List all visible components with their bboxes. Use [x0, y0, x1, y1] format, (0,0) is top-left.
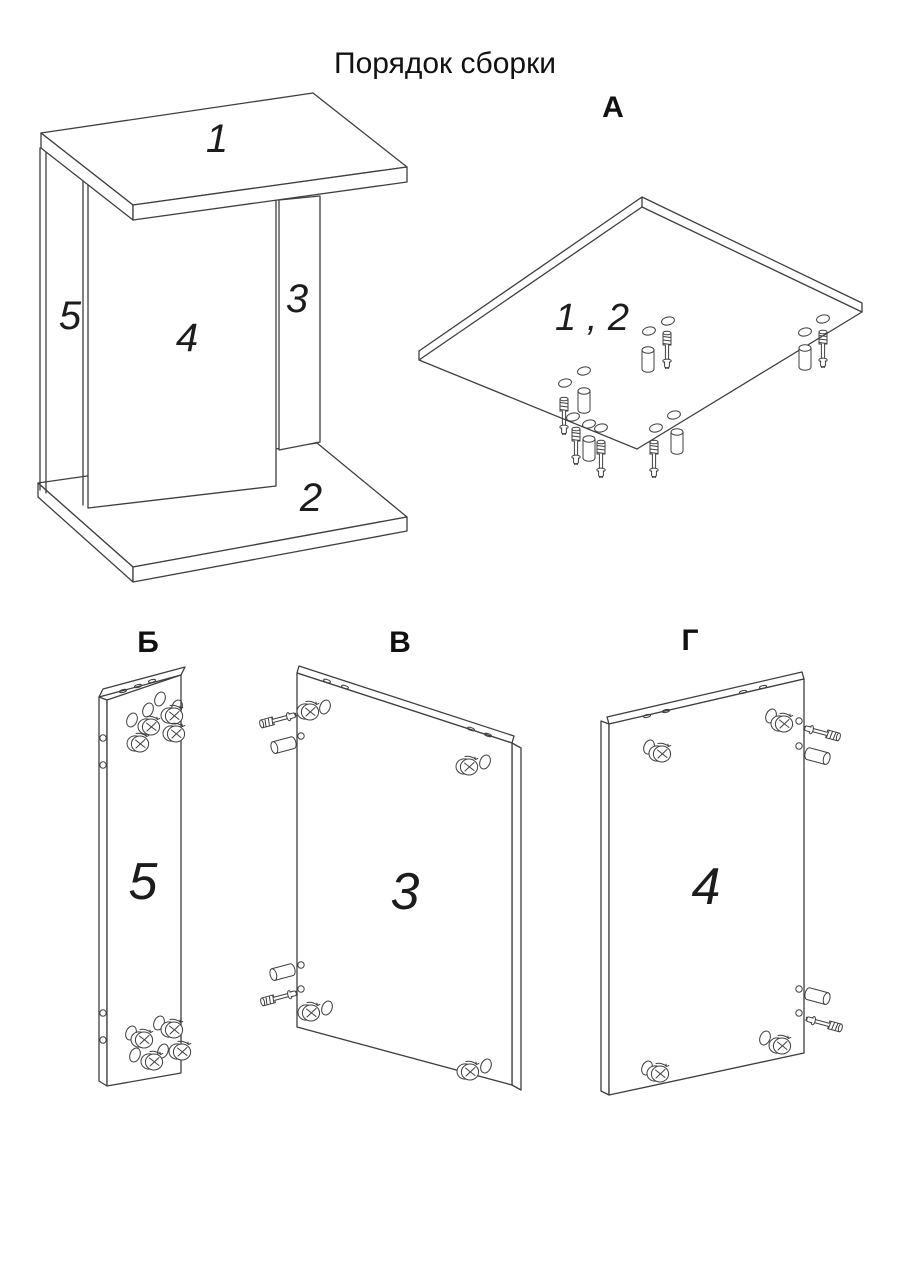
cam-bolt-icon	[259, 711, 297, 729]
step-b-panel-label: 5	[128, 853, 158, 911]
wood-dowel-icon	[642, 347, 654, 372]
step-a-panel	[419, 197, 862, 449]
cam-bolt-icon	[805, 1015, 843, 1033]
part-label-3: 3	[285, 277, 309, 321]
cam-bolt-icon	[819, 330, 827, 367]
cam-bolt-icon	[597, 440, 605, 477]
page-title: Порядок сборки	[334, 47, 556, 80]
part-3-partition	[279, 196, 320, 450]
step-b-label: Б	[137, 626, 159, 659]
wood-dowel-icon	[799, 345, 811, 370]
cam-bolt-icon	[650, 440, 658, 477]
step-v-panel-label: 3	[390, 863, 420, 921]
step-v-fasteners	[259, 711, 298, 1007]
wood-dowel-icon	[583, 436, 595, 461]
step-g-panel-label: 4	[691, 858, 721, 916]
assembled-unit-overview	[38, 93, 407, 582]
step-a-diagram	[419, 91, 862, 478]
cam-bolt-icon	[260, 989, 298, 1007]
wood-dowel-icon	[671, 429, 683, 454]
step-g-fasteners	[803, 724, 843, 1033]
step-g-label: Г	[681, 624, 699, 657]
step-b-diagram	[99, 626, 191, 1086]
step-a-panel-label: 1 , 2	[555, 297, 629, 339]
cam-bolt-icon	[572, 427, 580, 464]
part-label-2: 2	[299, 476, 323, 520]
wood-dowel-icon	[804, 987, 832, 1005]
wood-dowel-icon	[804, 747, 832, 765]
wood-dowel-icon	[578, 388, 590, 413]
step-g-diagram	[601, 624, 843, 1095]
step-a-label: А	[602, 91, 624, 124]
wood-dowel-icon	[270, 736, 298, 754]
wood-dowel-icon	[269, 963, 297, 981]
part-label-1: 1	[205, 117, 229, 161]
step-v-diagram	[259, 626, 521, 1090]
step-v-label: В	[389, 626, 411, 659]
part-label-5: 5	[58, 294, 82, 338]
part-label-4: 4	[175, 316, 199, 360]
cam-bolt-icon	[803, 724, 841, 742]
